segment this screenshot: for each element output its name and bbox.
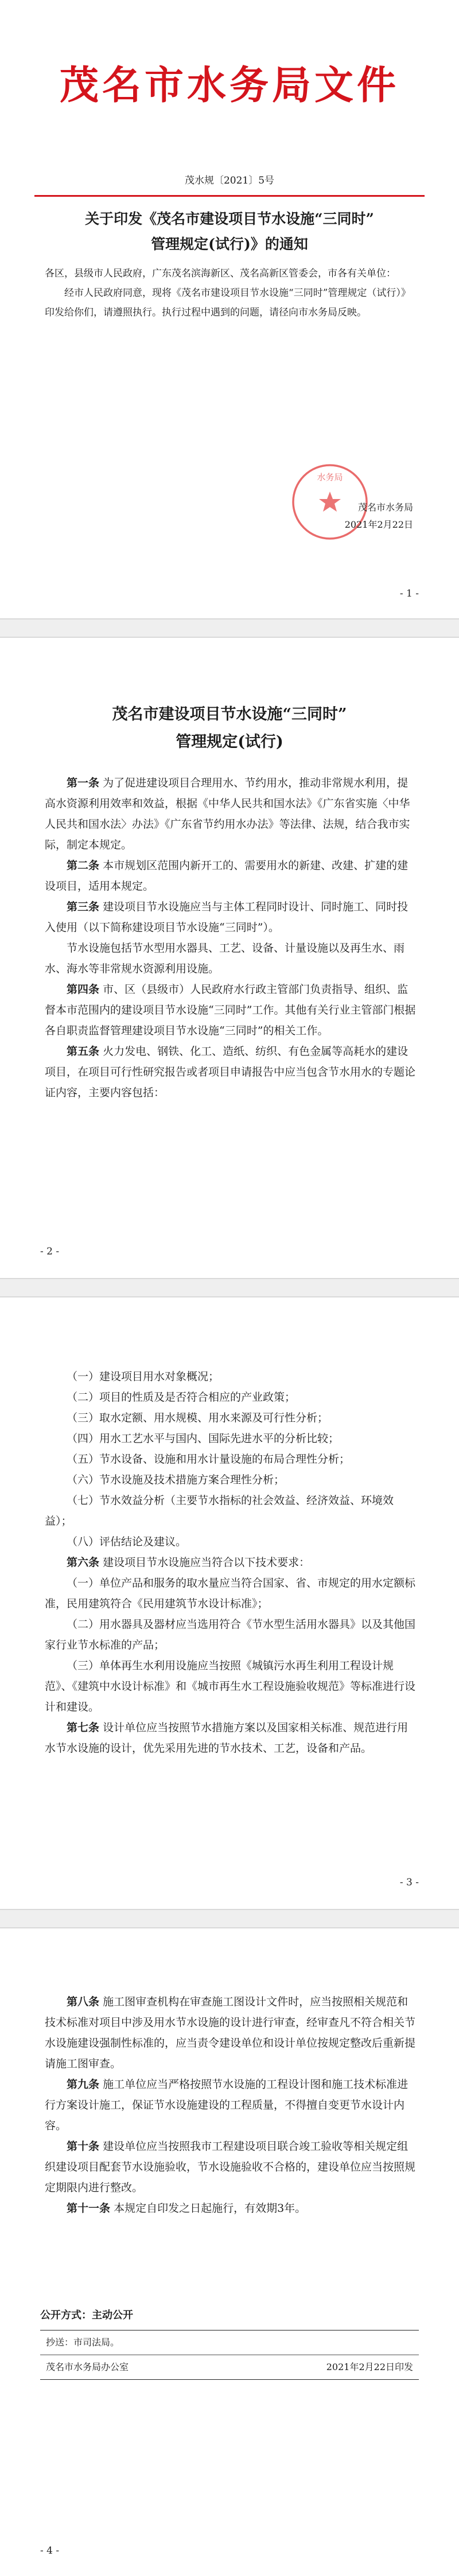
- addressee: 各区，县级市人民政府，广东茂名滨海新区、茂名高新区管委会，市各有关单位：: [45, 268, 396, 279]
- article-paragraph: （一）单位产品和服务的取水量应当符合国家、省、市规定的用水定额标准，民用建筑符合《民用建筑节水设计标准》；: [45, 1577, 416, 1610]
- article: [45, 855, 418, 897]
- article-label: 第六条: [67, 1556, 100, 1569]
- article-label: 第二条: [67, 859, 100, 872]
- article-text: 建设项目节水设施应当与主体工程同时设计、同时施工、同时投入使用（以下简称建设项目节水设施“三同时”）。: [45, 901, 409, 934]
- article-text: 节水设施包括节水型用水器具、工艺、设备、计量设施以及再生水、雨水、海水等非常规水资源利用设施。: [45, 942, 405, 975]
- cc-block: [40, 2330, 419, 2380]
- article-text: 本市规划区范围内新开工的、需要用水的新建、改建、扩建的建设项目，适用本规定。: [45, 859, 409, 893]
- page-2: [0, 637, 459, 1279]
- article: [45, 897, 418, 938]
- signer: 茂名市水务局: [357, 502, 413, 513]
- page-4: [0, 1927, 459, 2576]
- list-item: （四）用水工艺水平与国内、国际先进水平的分析比较；: [67, 1432, 340, 1445]
- regulation-body: [45, 1992, 418, 2219]
- article-paragraph: （二）用水器具及器材应当选用符合《节水型生活用水器具》以及其他国家行业节水标准的产品；: [45, 1618, 416, 1651]
- page-number: - 1 -: [399, 588, 419, 599]
- article: [45, 1992, 418, 2074]
- issuer: 茂名市水务局办公室: [46, 2361, 129, 2372]
- article: [45, 1717, 418, 1759]
- article-paragraph: [45, 938, 418, 979]
- article-label: 第八条: [67, 1996, 100, 2008]
- red-divider: [34, 195, 425, 197]
- list-item: （八）评估结论及建议。: [67, 1536, 187, 1548]
- document-number: 茂水规〔2021〕5号: [184, 175, 275, 186]
- signature-block: [275, 499, 413, 533]
- article-label: 第十条: [67, 2140, 100, 2153]
- article-paragraph: （三）单体再生水利用设施应当按照《城镇污水再生利用工程设计规范》、《建筑中水设计标准》和《城市再生水工程设施验收规范》等标准进行设计和建设。: [45, 1659, 416, 1713]
- article-text: 建设项目节水设施应当符合以下技术要求：: [103, 1556, 310, 1569]
- list-item: （一）建设项目用水对象概况；: [67, 1370, 220, 1383]
- article-text: 为了促进建设项目合理用水、节约用水，推动非常规水利用，提高水资源利用效率和效益，根据《中华人民共和国水法》《广东省实施〈中华人民共和国水法〉办法》《广东省节约用水办法》等法律、法规，结合我市实际，制定本规定。: [45, 777, 410, 851]
- article-label: 第五条: [67, 1045, 100, 1058]
- regulation-body: [45, 773, 418, 1103]
- article-label: 第九条: [67, 2078, 100, 2091]
- regulation-body: [45, 1366, 418, 1759]
- article-text: 施工单位应当严格按照节水设施的工程设计图和施工技术标准进行方案设计施工，保证节水设施建设的工程质量，不得擅自变更节水设计内容。: [45, 2078, 409, 2132]
- cc-recipients: 抄送：市司法局。: [46, 2337, 120, 2348]
- article-text: 建设单位应当按照我市工程建设项目联合竣工验收等相关规定组织建设项目配套节水设施验收，节水设施验收不合格的，建设单位应当按照规定期限内进行整改。: [45, 2140, 416, 2194]
- seal-text: 水务局: [317, 472, 343, 482]
- cc-row: [40, 2331, 419, 2355]
- notice-paragraph: 经市人民政府同意，现将《茂名市建设项目节水设施“三同时”管理规定（试行）》印发给你们，请遵照执行。执行过程中遇到的问题，请径向市水务局反映。: [45, 287, 411, 318]
- list-item: （五）节水设备、设施和用水计量设施的布局合理性分析；: [67, 1453, 351, 1466]
- article-text: 市、区（县级市）人民政府水行政主管部门负责指导、组织、监督本市范围内的建设项目节水设施“三同时”工作。其他有关行业主管部门根据各自职责监督管理建设项目节水设施“三同时”的相关工作。: [45, 983, 416, 1037]
- title-line-2: 管理规定(试行)》的通知: [151, 236, 308, 252]
- article-text: 本规定自印发之日起施行，有效期3年。: [114, 2202, 306, 2215]
- issuer-row: [40, 2355, 419, 2379]
- list-item: （三）取水定额、用水规模、用水来源及可行性分析；: [67, 1412, 329, 1424]
- article-text: 设计单位应当按照节水措施方案以及国家相关标准、规范进行用水节水设施的设计，优先采用先进的节水技术、工艺，设备和产品。: [45, 1721, 409, 1755]
- article-label: 第七条: [67, 1721, 100, 1734]
- article-label: 第一条: [67, 777, 100, 789]
- article: [45, 1552, 418, 1573]
- article: [45, 2074, 418, 2136]
- title-line-1: 关于印发《茂名市建设项目节水设施“三同时”: [85, 211, 374, 227]
- notice-body: [45, 264, 418, 322]
- article-label: 第三条: [67, 901, 100, 913]
- article: [45, 773, 418, 855]
- document-title: [34, 206, 425, 257]
- article-text: 施工图审查机构在审查施工图设计文件时，应当按照相关规范和技术标准对项目中涉及用水节水设施的设计进行审查，经审查凡不符合相关节水设施建设强制性标准的，应当责令建设单位和设计单位按规定整改后重新提请施工图审查。: [45, 1996, 416, 2070]
- article: [45, 979, 418, 1041]
- list-item: （六）节水设施及技术措施方案合理性分析；: [67, 1474, 285, 1486]
- list-item: （七）节水效益分析（主要节水指标的社会效益、经济效益、环境效益）；: [45, 1494, 394, 1527]
- page-number: - 4 -: [40, 2545, 60, 2556]
- article-label: 第四条: [67, 983, 100, 996]
- page-3: [0, 1296, 459, 1910]
- article: [45, 2136, 418, 2198]
- sign-date: 2021年2月22日: [344, 519, 413, 530]
- page-1: [0, 0, 459, 619]
- page-number: - 2 -: [40, 1246, 60, 1257]
- regulation-title-line-1: 茂名市建设项目节水设施“三同时”: [112, 706, 347, 723]
- article: [45, 1041, 418, 1103]
- article-text: 火力发电、钢铁、化工、造纸、纺织、有色金属等高耗水的建设项目，在项目可行性研究报告或者项目申请报告中应当包含节水用水的专题论证内容，主要内容包括：: [45, 1045, 416, 1099]
- document-header: 茂名市水务局文件: [59, 63, 399, 108]
- list-item: （二）项目的性质及是否符合相应的产业政策；: [67, 1391, 296, 1404]
- page-number: - 3 -: [399, 1877, 419, 1888]
- article-label: 第十一条: [67, 2202, 111, 2215]
- article: [45, 2198, 418, 2219]
- print-date: 2021年2月22日印发: [326, 2361, 413, 2372]
- regulation-title: [34, 701, 425, 756]
- disclosure-mode: 公开方式：主动公开: [40, 2309, 133, 2321]
- regulation-title-line-2: 管理规定(试行): [176, 733, 283, 751]
